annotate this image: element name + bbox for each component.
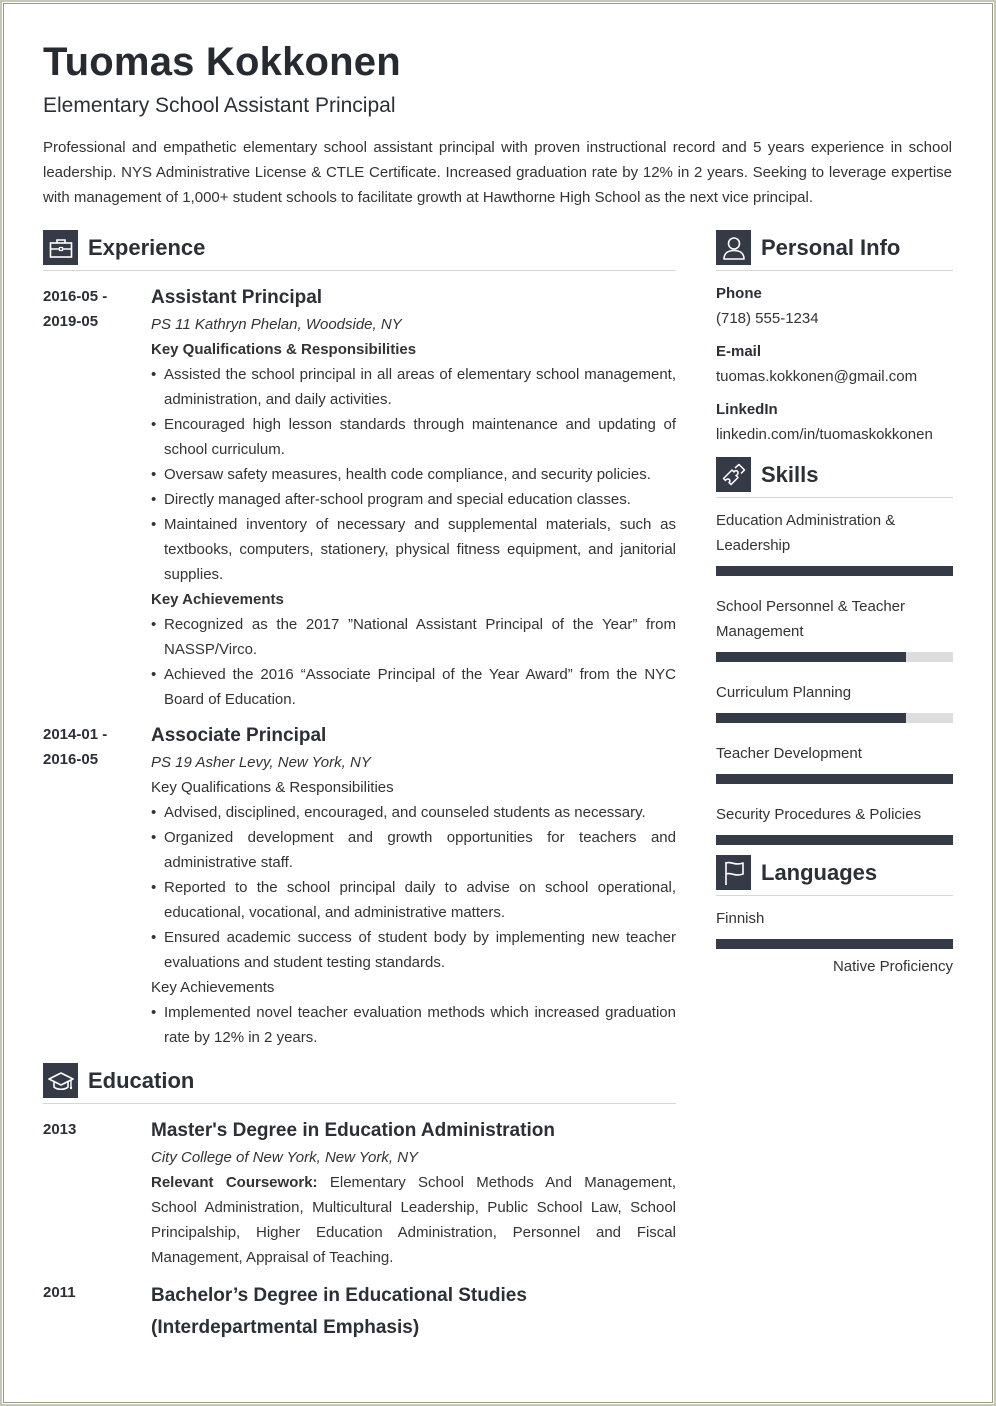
email-label: E-mail xyxy=(716,343,762,360)
skill-bar-fill xyxy=(716,774,953,784)
list-item: • Directly managed after-school program and special education classes. xyxy=(151,487,676,512)
job-entry xyxy=(43,722,676,1050)
job-date-start: 2016-05 - xyxy=(43,288,108,305)
graduation-cap-icon xyxy=(43,1063,78,1098)
achievements-heading: Key Achievements xyxy=(151,979,275,996)
education-year: 2013 xyxy=(43,1121,77,1138)
list-item: • Ensured academic success of student body by implementing new teacher evaluations and student testing standards. xyxy=(151,925,676,975)
education-entry xyxy=(43,1117,676,1270)
coursework xyxy=(151,1170,676,1270)
skill-bar-fill xyxy=(716,835,953,845)
languages-title: Languages xyxy=(761,860,878,885)
flag-icon xyxy=(716,855,751,890)
skill-bar xyxy=(716,835,953,845)
list-item: • Reported to the school principal daily to advise on school operational, educational, vocational, and administrative matters. xyxy=(151,875,676,925)
education-title: Education xyxy=(88,1068,195,1093)
job-organization: PS 19 Asher Levy, New York, NY xyxy=(151,754,371,771)
skill-bar xyxy=(716,713,953,723)
skill-name: Teacher Development xyxy=(716,745,862,762)
list-item: • Recognized as the 2017 ”National Assistant Principal of the Year” from NASSP/Virco. xyxy=(151,612,676,662)
skill-bar xyxy=(716,652,953,662)
job-entry xyxy=(43,284,676,712)
list-item: • Encouraged high lesson standards through maintenance and updating of school curriculum. xyxy=(151,412,676,462)
language-item xyxy=(716,906,953,979)
education-entry xyxy=(43,1280,676,1344)
personal-info-title: Personal Info xyxy=(761,235,901,260)
skill-name: Curriculum Planning xyxy=(716,684,852,701)
list-item: • Implemented novel teacher evaluation methods which increased graduation rate by 12% in 2 years. xyxy=(151,1000,676,1050)
job-dates xyxy=(43,722,143,772)
education-year: 2011 xyxy=(43,1284,76,1301)
skill-bar xyxy=(716,566,953,576)
degree-title: Master's Degree in Education Administration xyxy=(151,1120,555,1141)
job-date-end: 2016-05 xyxy=(43,751,99,768)
list-item: • Maintained inventory of necessary and supplemental materials, such as textbooks, computers, stationery, physical fitness equipment, and janitorial supplies. xyxy=(151,512,676,587)
skill-name: Education Administration & Leadership xyxy=(716,512,896,554)
email-value[interactable]: tuomas.kokkonen@gmail.com xyxy=(716,368,918,385)
personal-info-header xyxy=(716,230,953,271)
skill-item xyxy=(716,802,953,845)
list-item: • Assisted the school principal in all areas of elementary school management, administration, and daily activities. xyxy=(151,362,676,412)
school-name: City College of New York, New York, NY xyxy=(151,1149,419,1166)
qualifications-heading: Key Qualifications & Responsibilities xyxy=(151,779,394,796)
job-date-start: 2014-01 - xyxy=(43,726,108,743)
coursework-text: Elementary School Methods And Management, School Administration, Multicultural Leadership, Public School Law, School Principalship, Higher Education Administration, Personnel and Fiscal Management, Appraisal of Teaching. xyxy=(151,1174,676,1266)
phone-value: (718) 555-1234 xyxy=(716,310,819,327)
skill-item xyxy=(716,594,953,662)
language-bar-fill xyxy=(716,939,953,949)
phone-label: Phone xyxy=(716,285,762,302)
linkedin-label: LinkedIn xyxy=(716,401,778,418)
skill-item xyxy=(716,508,953,576)
puzzle-icon xyxy=(716,457,751,492)
personal-info xyxy=(716,281,953,447)
experience-list xyxy=(43,284,676,1050)
skill-name: Security Procedures & Policies xyxy=(716,806,922,823)
qualifications-list xyxy=(151,362,676,587)
list-item: • Achieved the 2016 “Associate Principal of the Year Award” from the NYC Board of Education. xyxy=(151,662,676,712)
skill-bar-fill xyxy=(716,713,906,723)
skills-header xyxy=(716,457,953,498)
experience-title: Experience xyxy=(88,235,206,260)
job-date-end: 2019-05 xyxy=(43,313,99,330)
user-icon xyxy=(716,230,751,265)
job-dates xyxy=(43,284,143,334)
skill-bar-fill xyxy=(716,652,906,662)
achievements-heading: Key Achievements xyxy=(151,591,284,608)
briefcase-icon xyxy=(43,230,78,265)
list-item: • Oversaw safety measures, health code compliance, and security policies. xyxy=(151,462,676,487)
degree-title: Bachelor’s Degree in Educational Studies (Interdepartmental Emphasis) xyxy=(151,1285,527,1338)
languages-header xyxy=(716,855,953,896)
achievements-list xyxy=(151,1000,676,1050)
qualifications-heading: Key Qualifications & Responsibilities xyxy=(151,341,417,358)
language-proficiency: Native Proficiency xyxy=(832,958,953,975)
language-bar xyxy=(716,939,953,949)
summary: Professional and empathetic elementary school assistant principal with proven instructional record and 5 years experience in school leadership. NYS Administrative License & CTLE Certificate. Increased graduation rate by 12% in 2 years. Seeking to leverage expertise with management of 1,000+ student schools to facilitate growth at Hawthorne High School as the next vice principal. xyxy=(43,139,952,206)
candidate-name: Tuomas Kokkonen xyxy=(43,40,401,84)
linkedin-value[interactable]: linkedin.com/in/tuomaskokkonen xyxy=(716,426,933,443)
skills-title: Skills xyxy=(761,462,819,487)
job-title: Associate Principal xyxy=(151,725,327,746)
job-title: Assistant Principal xyxy=(151,287,323,308)
job-title-headline: Elementary School Assistant Principal xyxy=(43,94,396,117)
skill-bar-fill xyxy=(716,566,953,576)
list-item: • Advised, disciplined, encouraged, and counseled students as necessary. xyxy=(151,800,676,825)
language-name: Finnish xyxy=(716,910,765,927)
achievements-list xyxy=(151,612,676,712)
qualifications-list xyxy=(151,800,676,975)
skill-bar xyxy=(716,774,953,784)
skills-list xyxy=(716,508,953,845)
job-organization: PS 11 Kathryn Phelan, Woodside, NY xyxy=(151,316,402,333)
education-header xyxy=(43,1063,676,1104)
skill-item xyxy=(716,680,953,723)
experience-header xyxy=(43,230,676,271)
list-item: • Organized development and growth opportunities for teachers and administrative staff. xyxy=(151,825,676,875)
skill-name: School Personnel & Teacher Management xyxy=(716,598,906,640)
skill-item xyxy=(716,741,953,784)
education-list xyxy=(43,1117,676,1344)
languages-list xyxy=(716,906,953,979)
coursework-label: Relevant Coursework: xyxy=(151,1174,318,1191)
